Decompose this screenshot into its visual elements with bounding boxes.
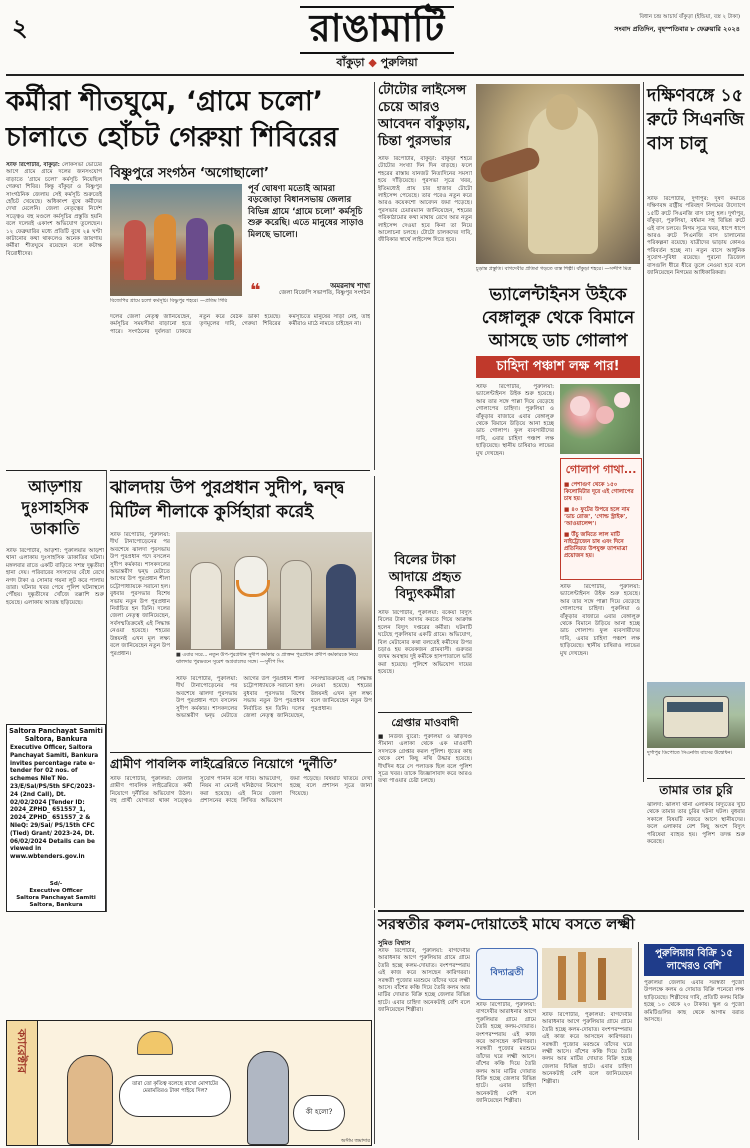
quote-box <box>248 184 370 314</box>
dacoity-story <box>6 476 104 722</box>
toto-story <box>378 82 472 360</box>
district-separator-icon: ◆ <box>368 56 377 69</box>
roses-photo <box>560 384 640 454</box>
rose-fact-1: ■ পেশাগুণ থেকে ১৫০ কিলোমিটার দূরে এই গোলাপের চাষ হয়। <box>564 482 634 502</box>
crowd-figure-1 <box>124 220 146 280</box>
lead-body-2: দলের জেলা নেতৃত্ব জানিয়েছেন, কর্মসূচির সময়সীমা বাড়ানো হতে পারে। সংগঠনের দুর্বলতা ঢাকতে নতুন করে বৈঠক ডাকা হয়েছে। তৃণমূলের দাবি, গেরুয়া শিবিরের কর্মসূচিতে মানুষের সাড়া নেই, তাই কর্মীরাও মাঠে নামতে চাইছেন না। <box>110 314 370 335</box>
copper-story <box>647 782 745 894</box>
vidyabrati-logo <box>476 948 538 1000</box>
cartoon-side-banner <box>7 1021 38 1145</box>
saraswati-body-col-2: স্টাফ রিপোর্টার, পুরুলিয়া: বাগদেবীর আরাধনার আগে পুরুলিয়ার গ্রামে গ্রামে তৈরি হচ্ছে কলম-দোয়াত। বংশপরম্পরায় এই কাজ করে আসছেন কারিগররা। সরস্বতী পুজোর মরশুমে তাঁদের ঘরে লক্ষ্মী আসে। বাঁশের কঞ্চি দিয়ে তৈরি কলম আর মাটির দোয়াত বিক্রি হচ্ছে জেলার বিভিন্ন হাটে। এবার চাহিদা অনেকটাই বেশি বলে জানিয়েছেন শিল্পীরা। <box>476 1002 536 1105</box>
cng-photo-caption: দুর্গাপুর ডিপোতে সিএনজি বাসের উদ্বোধন। <box>647 750 733 756</box>
quote-mark-icon: ❝ <box>250 280 261 301</box>
jhalda-photo <box>176 532 372 650</box>
library-body: স্টাফ রিপোর্টার, পুরুলিয়া: জেলার গ্রামীণ পাবলিক লাইব্রেরিতে কর্মী নিয়োগে দুর্নীতির অভিযোগ উঠল। বহু প্রার্থী যোগ্যতা থাকা সত্ত্বেও সুযোগ পাননি বলে দাবি। অভিযোগ, নিয়ম না মেনেই ঘনিষ্ঠদের নিয়োগ করা হয়েছে। এই নিয়ে জেলা প্রশাসনের কাছে লিখিত অভিযোগ জমা পড়েছে। বিষয়টি খতিয়ে দেখা হচ্ছে বলে প্রশাসন সূত্রে জানা গিয়েছে। <box>110 776 372 805</box>
vidyabrati-logo-text: বিদ্যাব্রতী <box>490 968 524 978</box>
cng-story <box>647 84 745 784</box>
pen-2 <box>578 952 586 1002</box>
district-bankura: বাঁকুড়া <box>336 56 365 69</box>
lead-body-col-1 <box>6 162 102 462</box>
cng-bus-photo <box>647 682 745 748</box>
top-right-line-1: বিধান চন্দ্র আচার্য বাঁকুড়া (ইন্ডিয়া, বস্ত্র ২ টাকা) <box>639 14 740 20</box>
pen-3 <box>598 958 606 1000</box>
rose-fact-2: ■ ৪০ ফুটের উপরে হলে নাম ‘ডাচ রোজ’, ‘গোল্ড স্ট্রাইক’, ‘আওয়ালেন্স’। <box>564 507 630 527</box>
tender-notice <box>6 724 106 912</box>
rose-fact-3: ■ উঁচু জমিতে লাল মাটি নাইট্রোজেন চাষ এবং দিনে প্রতিনিয়ত উপযুক্ত তাপমাত্রা প্রয়োজন হয়। <box>564 532 628 559</box>
maoist-headline: গ্রেপ্তার মাওবাদী <box>391 717 459 729</box>
page-number: ২ <box>12 14 28 42</box>
rose-3 <box>614 392 630 408</box>
idol-photo-caption: চূড়ান্ত প্রস্তুতি। বাগদেবীর প্রতিমা গড়তে ব্যস্ত শিল্পী। বাঁকুড়া শহরে। —সন্দীপ মিত্র <box>476 266 632 272</box>
tender-title: Saltora Panchayat Samiti Saltora, Bankura <box>9 727 103 743</box>
jhalda-body: স্টাফ রিপোর্টার, পুরুলিয়া: দীর্ঘ টানাপোড়েনের পর অবশেষে ঝালদা পুরসভায় উপ পুরপ্রধান পদে বসলেন সুদীপ কর্মকার। শাসকদলের অভ্যন্তরীণ দ্বন্দ্ব মেটাতে আগের উপ পুরপ্রধান শীলা চট্টোপাধ্যায়কে সরানো হল। বুধবার পুরসভার বিশেষ সভায় নতুন উপ পুরপ্রধান নির্বাচিত হন তিনি। দলের জেলা নেতৃত্ব জানিয়েছেন, সর্বসম্মতিক্রমেই এই সিদ্ধান্ত নেওয়া হয়েছে। শহরের উন্নয়নই এখন মূল লক্ষ্য বলে জানিয়েছেন নতুন উপ পুরপ্রধান। <box>110 532 170 657</box>
valentine-story <box>476 284 640 754</box>
speech-bubble-1 <box>119 1075 231 1117</box>
lead-photo <box>110 184 242 296</box>
masthead <box>0 0 750 78</box>
tender-sign-3: Saltora Panchayat Samiti <box>16 895 96 901</box>
district-purulia: পুরুলিয়া <box>380 56 418 69</box>
section-rule-left <box>6 470 106 471</box>
speech-bubble-2 <box>293 1095 345 1131</box>
lead-body: লোকসভা ভোটের আগে গ্রামে গ্রামে দলের জনসংযোগ বাড়াতে ‘গ্রামে চলো’ কর্মসূচি নিয়েছিল গেরুয়া শিবির। কিন্তু বাঁকুড়া ও বিষ্ণুপুর সাংগঠনিক জেলায় সেই কর্মসূচি শুরুতেই হোঁচট খেয়েছে। অধিকাংশ বুথে কর্মীদের দেখা মেলেনি। জেলা নেতৃত্বের নির্দেশ সত্ত্বেও বহু মণ্ডলে কর্মসূচির প্রস্তুতি হয়নি বলে দলেরই একাংশ অভিযোগ তুলেছেন। ১২ ফেব্রুয়ারির মধ্যে প্রতিটি বুথে ২৪ ঘণ্টা কাটানোর কথা থাকলেও অনেক জায়গায় কর্মীরা শীতঘুমে রয়েছেন বলে কটাক্ষ বিরোধীদের। <box>6 162 102 257</box>
character-1 <box>67 1055 113 1145</box>
valentine-headline: ভ্যালেন্টাইনস উইকে বেঙ্গালুরু থেকে বিমানে আসছে ডাচ গোলাপ <box>481 285 635 351</box>
jhalda-photo-caption: ■ এবার সরে... নতুন উপ-পুরপ্রধান সুদীপ কর্মকার ও প্রাক্তন পুরপ্রধান প্রদীপ কর্মকারকে নিয়ে ঝালদার পুরভবনে সুরেশ অগ্রবালের সঙ্গে। —সুদীপ সিং <box>176 652 358 665</box>
bus-window-strip <box>667 702 723 712</box>
rose-facts-title: গোলাপ গাথা... <box>565 463 637 476</box>
saraswati-headline: সরস্বতীর কলম-দোয়াতেই মাঘে বসতে লক্ষ্মী <box>378 915 635 933</box>
tender-sign-1: Sd/- <box>49 881 63 887</box>
col-divider-1 <box>374 82 375 470</box>
copper-rule <box>647 778 745 779</box>
saraswati-byline: সুমিত বিশ্বাস <box>378 939 411 947</box>
district-strip <box>290 54 464 70</box>
maoist-body: ■ নিউজ ব্যুরো: পুরুলিয়া ও ঝাড়খণ্ড সীমানা এলাকা থেকে এক মাওবাদী সদস্যকে গ্রেপ্তার করল পুলিশ। ধৃতের কাছ থেকে বেশ কিছু নথি উদ্ধার হয়েছে। দীর্ঘদিন ধরে সে পলাতক ছিল বলে পুলিশ সূত্রে খবর। তাকে জিজ্ঞাসাবাদ করে আরও তথ্য পাওয়ার চেষ্টা চলছে। <box>378 734 472 785</box>
lead-headline-2: চালাতে হোঁচট গেরুয়া শিবিরের <box>6 122 339 153</box>
cartoon-side-label: ক্যারেক্টার <box>15 1029 29 1074</box>
quote-author-role: জেলা বিজেপি সভাপতি, বিষ্ণুপুর সংগঠন <box>279 290 370 296</box>
library-headline: গ্রামীণ পাবলিক লাইব্রেরিতে নিয়োগে ‘দুর্নীতি’ <box>110 756 338 771</box>
tender-body: Executive Officer, Saltora Panchayat Samiti, Bankura invites percentage rate e-tender for 02 nos. of schemes NIeT No. 23/E/Sal/PS/5th SFC/2023-24 (2nd Call), Dt. 02/02/2024 [Tender ID: 2024_ZPHD_ 651557_1, 2024_ZPHD_ 651557_2 & NIeQ: 29/Sal/ PS/15th CFC (Tied) Grant/ 2023-24, Dt. 06/02/2024 Details can be viewed in www.wbtenders.gov.in <box>10 745 99 861</box>
quote-text: পূর্ব ঘোষণা মতোই আমরা বড়জোড়া বিধানসভায় জেলার বিভিন্ন গ্রামে ‘গ্রামে চলো’ কর্মসূচি শুরু করেছি। এতে মানুষের সাড়াও মিলছে ভালো। <box>248 184 364 240</box>
sales-body: পুরুলিয়া জেলায় এবার সরস্বতী পুজো উপলক্ষে কলম ও দোয়াত বিক্রি পনেরো লক্ষ ছাড়িয়েছে। শিল্পীদের দাবি, প্রতিটি কলম বিক্রি হচ্ছে ১০ থেকে ২০ টাকায়। স্কুল ও পুজো কমিটিগুলির কাছ থেকে আগাম বরাত আসছে। <box>644 980 744 1024</box>
toto-headline: টোটোর লাইসেন্স চেয়ে আরও আবেদন বাঁকুড়ায়, চিন্তা পুরসভার <box>378 83 471 149</box>
jhalda-story <box>110 476 372 752</box>
bill-headline: বিলের টাকা আদায়ে প্রহৃত বিদ্যুৎকর্মীরা <box>388 553 462 602</box>
cng-body: স্টাফ রিপোর্টার, দুর্গাপুর: দূষণ কমাতে দক্ষিণবঙ্গ রাষ্ট্রীয় পরিবহণ নিগমের উদ্যোগে ১৫টি রুটে সিএনজি বাস চালু হল। দুর্গাপুর, বাঁকুড়া, পুরুলিয়া, বর্ধমান সহ বিভিন্ন রুটে এই বাস চলবে। নিগম সূত্রে খবর, ধাপে ধাপে আরও রুটে সিএনজি বাস চালানোর পরিকল্পনা রয়েছে। যাত্রীদের ভাড়ায় কোনও পরিবর্তন হচ্ছে না। নতুন বাসে আধুনিক সুযোগ-সুবিধা রয়েছে। পুরনো ডিজেল বাসগুলি ধীরে ধীরে তুলে নেওয়া হবে বলে জানিয়েছেন নিগমের আধিকারিকরা। <box>647 196 745 277</box>
valentine-body-cont: স্টাফ রিপোর্টার, পুরুলিয়া: ভ্যালেন্টাইনস উইক শুরু হয়েছে। আর তার সঙ্গে পাল্লা দিয়ে বেড়েছে গোলাপের চাহিদা। পুরুলিয়া ও বাঁকুড়ার বাজারে এবার বেঙ্গালুরু থেকে বিমানে উড়িয়ে আনা হচ্ছে ডাচ গোলাপ। ফুল ব্যবসায়ীদের দাবি, এবার চাহিদা পঞ্চাশ লক্ষ ছাড়িয়েছে। স্থানীয় চাষিরাও লাভের মুখ দেখছেন। <box>560 584 640 657</box>
library-story <box>110 756 372 908</box>
dacoity-body: স্টাফ রিপোর্টার, আড়শা: পুরুলিয়ার আড়শা থানা এলাকায় দুঃসাহসিক ডাকাতির ঘটনা। মঙ্গলবার রাতে একটি বাড়িতে সশস্ত্র দুষ্কৃতীরা হানা দেয়। পরিবারের সদস্যদের বেঁধে রেখে নগদ টাকা ও সোনার গয়না লুট করে পালায় তারা। ঘটনার খবর পেয়ে পুলিশ ঘটনাস্থলে পৌঁছয়। দুষ্কৃতীদের খোঁজে তল্লাশি শুরু হয়েছে। এলাকায় আতঙ্ক ছড়িয়েছে। <box>6 548 104 606</box>
library-rule <box>110 752 372 753</box>
lamp-icon <box>137 1031 173 1055</box>
col-divider-4 <box>638 942 639 1140</box>
rose-2 <box>596 406 614 424</box>
saraswati-body: স্টাফ রিপোর্টার, পুরুলিয়া: বাগদেবীর আরাধনার আগে পুরুলিয়ার গ্রামে গ্রামে তৈরি হচ্ছে কলম-দোয়াত। বংশপরম্পরায় এই কাজ করে আসছেন কারিগররা। সরস্বতী পুজোর মরশুমে তাঁদের ঘরে লক্ষ্মী আসে। বাঁশের কঞ্চি দিয়ে তৈরি কলম আর মাটির দোয়াত বিক্রি হচ্ছে জেলার বিভিন্ন হাটে। এবার চাহিদা অনেকটাই বেশি বলে জানিয়েছেন শিল্পীরা। <box>378 948 470 1014</box>
pen-1 <box>558 956 566 1000</box>
col-divider-left <box>106 470 107 912</box>
sales-headline: পুরুলিয়ায় বিক্রি ১৫ লাখেরও বেশি <box>644 944 744 976</box>
idol-photo <box>476 84 640 264</box>
cng-headline: দক্ষিণবঙ্গে ১৫ রুটে সিএনজি বাস চালু <box>647 86 745 154</box>
idol-head <box>546 94 578 130</box>
lead-sub-headline: বিষ্ণুপুরে সংগঠন ‘অগোছালো’ <box>110 166 269 181</box>
lead-byline: স্টাফ রিপোর্টার, বাঁকুড়া: <box>6 162 60 168</box>
cartoon-credit: অসীম জমাদার <box>341 1138 370 1144</box>
person-2 <box>234 556 268 650</box>
sales-box <box>644 944 744 1138</box>
copper-headline: তামার তার চুরি <box>659 783 733 797</box>
tender-sign-4: Saltora, Bankura <box>29 902 83 908</box>
lead-photo-caption: বিজেপির গ্রামে চলো কর্মসূচি। বিষ্ণুপুর শহরে। —প্রতিম গিরি <box>110 298 228 304</box>
crowd-figure-3 <box>186 218 208 280</box>
maoist-story <box>378 716 472 906</box>
masthead-rule <box>6 74 744 76</box>
crowd-figure-2 <box>154 214 176 280</box>
col-divider-2 <box>643 82 644 782</box>
speech-bubble-1-text: তারা তো কৃতিত্ব বলেছে রাখো মোগাটের মেরামতিরও টাকা পাইয়ে দিল? <box>131 1081 218 1094</box>
person-4 <box>326 564 356 648</box>
dateline: সংবাদ প্রতিদিন, বৃহস্পতিবার ৮ ফেব্রুয়ারি ২০২৪ <box>614 25 740 33</box>
rose-1 <box>570 396 590 416</box>
valentine-banner: চাহিদা পঞ্চাশ লক্ষ পার! <box>476 356 640 378</box>
tender-signature <box>9 881 103 909</box>
copper-body: ঝালদা: ঝালদা থানা এলাকায় বিদ্যুতের খুঁটি থেকে তামার তার চুরির ঘটনা ঘটল। বুধবার সকালে বিষয়টি নজরে আসে স্থানীয়দের। ফলে এলাকার বেশ কিছু অংশে বিদ্যুৎ পরিষেবা ব্যাহত হয়। পুলিশ তদন্ত শুরু করেছে। <box>647 802 745 846</box>
saraswati-story <box>378 914 744 1142</box>
jhalda-body-cont: স্টাফ রিপোর্টার, পুরুলিয়া: দীর্ঘ টানাপোড়েনের পর অবশেষে ঝালদা পুরসভায় উপ পুরপ্রধান পদে বসলেন সুদীপ কর্মকার। শাসকদলের অভ্যন্তরীণ দ্বন্দ্ব মেটাতে আগের উপ পুরপ্রধান শীলা চট্টোপাধ্যায়কে সরানো হল। বুধবার পুরসভার বিশেষ সভায় নতুন উপ পুরপ্রধান নির্বাচিত হন তিনি। দলের জেলা নেতৃত্ব জানিয়েছেন, সর্বসম্মতিক্রমেই এই সিদ্ধান্ত নেওয়া হয়েছে। শহরের উন্নয়নই এখন মূল লক্ষ্য বলে জানিয়েছেন নতুন উপ পুরপ্রধান। <box>176 676 372 720</box>
bill-body: স্টাফ রিপোর্টার, পুরুলিয়া: বকেয়া বিদ্যুৎ বিলের টাকা আদায় করতে গিয়ে আক্রান্ত হলেন বিদ্যুৎ দপ্তরের কর্মীরা। ঘটনাটি ঘটেছে পুরুলিয়ার একটি গ্রামে। অভিযোগ, বিল মেটানোর কথা বলতেই কর্মীদের উপর চড়াও হয় কয়েকজন গ্রামবাসী। গুরুতর জখম অবস্থায় দুই কর্মীকে হাসপাতালে ভর্তি করা হয়েছে। পুলিশে অভিযোগ দায়ের হয়েছে। <box>378 610 472 676</box>
cartoon-panel <box>6 1020 372 1146</box>
crowd-figure-4 <box>214 224 234 280</box>
pens-photo <box>542 948 632 1008</box>
masthead-title: রাঙামাটি <box>309 5 445 50</box>
col-divider-3 <box>374 476 375 908</box>
character-2 <box>247 1051 289 1145</box>
lead-body-col-2 <box>110 314 370 462</box>
toto-body: স্টাফ রিপোর্টার, বাঁকুড়া: বাঁকুড়া শহরে টোটোর সংখ্যা দিন দিন বাড়ছে। ফলে শহরের রাস্তায় যানজট নিত্যদিনের সমস্যা হয়ে দাঁড়িয়েছে। পুরসভা সূত্রে খবর, ইতিমধ্যেই প্রায় চার হাজার টোটো লাইসেন্স পেয়েছে। তার পরেও নতুন করে আরও কয়েকশো আবেদন জমা পড়েছে। পুরসভার চেয়ারম্যান জানিয়েছেন, শহরের পরিকাঠামোর কথা মাথায় রেখে আর নতুন লাইসেন্স দেওয়া হবে কিনা তা নিয়ে আলোচনা চলছে। টোটো চালকদের দাবি, জীবিকার স্বার্থে লাইসেন্স দিতে হবে। <box>378 156 472 244</box>
valentine-body-col-1 <box>476 384 554 744</box>
rose-facts-box <box>560 458 642 580</box>
valentine-body-col-2 <box>560 584 640 744</box>
cartoon-divider <box>374 910 375 1144</box>
tender-sign-2: Executive Officer <box>29 888 83 894</box>
section-rule-mid <box>110 470 370 471</box>
speech-bubble-2-text: কী হলো? <box>305 1108 333 1116</box>
jhalda-headline-1: ঝালদায় উপ পুরপ্রধান সুদীপ, দ্বন্দ্ব <box>110 478 345 498</box>
lead-story <box>6 82 370 468</box>
person-1 <box>190 562 222 650</box>
bill-story <box>378 552 472 702</box>
saraswati-rule <box>378 910 744 912</box>
saraswati-body-col-3: স্টাফ রিপোর্টার, পুরুলিয়া: বাগদেবীর আরাধনার আগে পুরুলিয়ার গ্রামে গ্রামে তৈরি হচ্ছে কলম-দোয়াত। বংশপরম্পরায় এই কাজ করে আসছেন কারিগররা। সরস্বতী পুজোর মরশুমে তাঁদের ঘরে লক্ষ্মী আসে। বাঁশের কঞ্চি দিয়ে তৈরি কলম আর মাটির দোয়াত বিক্রি হচ্ছে জেলার বিভিন্ন হাটে। এবার চাহিদা অনেকটাই বেশি বলে জানিয়েছেন শিল্পীরা। <box>542 1012 632 1085</box>
dacoity-headline: আড়শায় দুঃসাহসিক ডাকাতি <box>21 477 89 538</box>
maoist-rule <box>378 712 472 713</box>
jhalda-headline-2: মিটিল শীলাকে কুর্সিহারা করেই <box>110 502 314 522</box>
lead-headline-1: কর্মীরা শীতঘুমে, ‘গ্রামে চলো’ <box>6 86 323 117</box>
person-3 <box>280 560 312 650</box>
valentine-body: স্টাফ রিপোর্টার, পুরুলিয়া: ভ্যালেন্টাইনস উইক শুরু হয়েছে। আর তার সঙ্গে পাল্লা দিয়ে বেড়েছে গোলাপের চাহিদা। পুরুলিয়া ও বাঁকুড়ার বাজারে এবার বেঙ্গালুরু থেকে বিমানে উড়িয়ে আনা হচ্ছে ডাচ গোলাপ। ফুল ব্যবসায়ীদের দাবি, এবার চাহিদা পঞ্চাশ লক্ষ ছাড়িয়েছে। স্থানীয় চাষিরাও লাভের মুখ দেখছেন। <box>476 384 554 457</box>
quote-author: অমরনাথ শাখা <box>330 281 370 290</box>
